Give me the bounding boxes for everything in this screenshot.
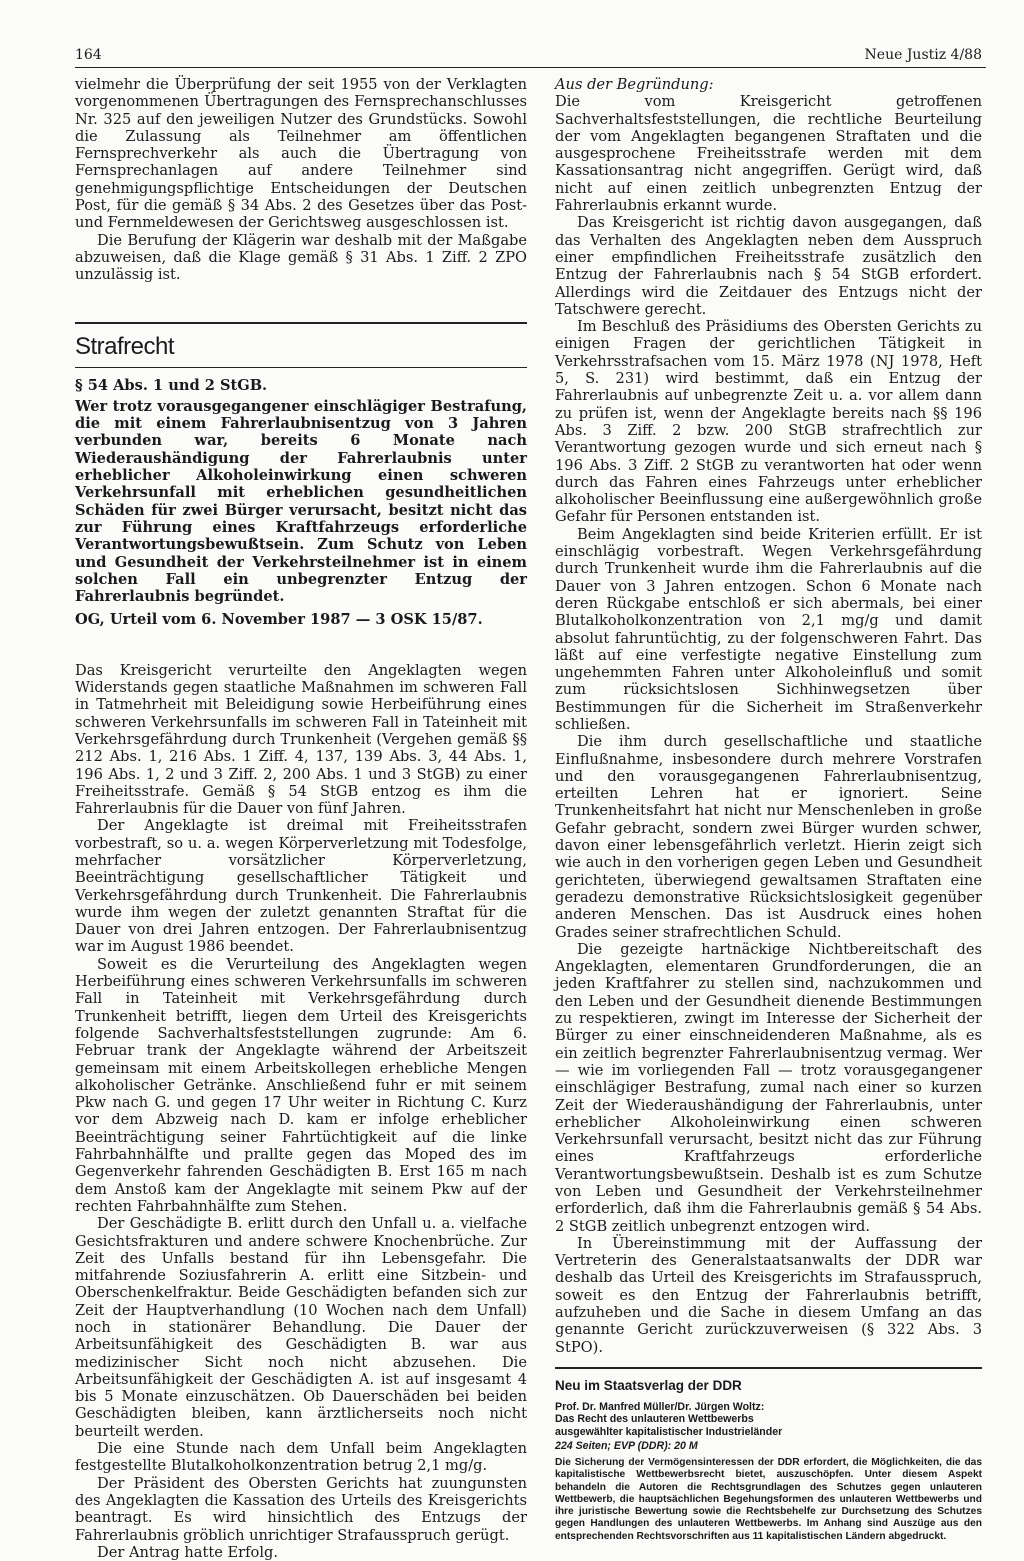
page-number: 164 — [75, 47, 102, 63]
intro-paragraph: Die Berufung der Klägerin war deshalb mit der Maßgabe abzuweisen, daß die Klage gemäß § 31 Abs. 1 Ziff. 2 ZPO unzulässig ist. — [75, 231, 527, 284]
reasoning-paragraph: Die vom Kreisgericht getroffenen Sachverhaltsfeststellungen, die rechtliche Beurteilung der vom Angeklagten begangenen Straftaten und die ausgesprochene Freiheitsstrafe werden mit dem Kassationsantrag nicht angegriffen. Gerügt wird, daß nicht auf einen zeitlich unbegrenzten Entzug der Fahrerlaubnis erkannt wurde. — [555, 93, 982, 215]
left-column — [75, 76, 527, 1561]
leitsatz: Wer trotz vorausgegangener einschlägiger Bestrafung, die mit einem Fahrerlaubnisentzug von 3 Jahren verbunden war, bereits 6 Monate nach Wiederaushändigung der Fahrerlaubnis unter erheblicher Alkoholeinwirkung einen schweren Verkehrsunfall mit erheblichen gesundheitlichen Schäden für zwei Bürger verursacht, besitzt nicht das zur Führung eines Kraftfahrzeugs erforderliche Verantwortungsbewußtsein. Zum Schutz von Leben und Gesundheit der Verkehrsteilnehmer ist in einem solchen Fall ein unbegrenzter Entzug der Fahrerlaubnis begründet. — [75, 397, 527, 606]
section-title: Strafrecht — [75, 332, 175, 360]
book-title: Das Recht des unlauteren Wettbewerbs — [555, 1413, 754, 1426]
body-paragraph: Der Geschädigte B. erlitt durch den Unfall u. a. vielfache Gesichtsfrakturen und andere schwere Knochenbrüche. Zur Zeit des Unfalls bestand für ihn Lebensgefahr. Die mitfahrende Soziusfahrerin A. erlitt eine Sitzbein- und Oberschenkelfraktur. Beide Geschädigten befanden sich zur Zeit der Hauptverhandlung (10 Wochen nach dem Unfall) noch in stationärer Behandlung. Die Dauer der Arbeitsunfähigkeit des Geschädigten B. war aus medizinischer Sicht noch nicht abzusehen. Die Arbeitsunfähigkeit der Geschädigten A. ist auf insgesamt 4 bis 5 Monate einzuschätzen. Ob Dauerschäden bei beiden Geschädigten bleiben, kann ärztlicherseits noch nicht beurteilt werden. — [75, 1215, 527, 1440]
right-column — [555, 76, 982, 1543]
spacer — [75, 629, 527, 662]
reasoning-paragraph: Im Beschluß des Präsidiums des Obersten Gerichts zu einigen Fragen der gerichtlichen Tätigkeit in Verkehrsstrafsachen vom 15. März 1978 (NJ 1978, Heft 5, S. 231) wird bestimmt, daß ein Entzug der Fahrerlaubnis auf unbegrenzte Zeit u. a. vor allem dann zu prüfen ist, wenn der Angeklagte bereits nach §§ 196 Abs. 3 Ziff. 2 bzw. 200 StGB strafrechtlich zur Verantwortung gezogen wurde und sich erneut nach § 196 Abs. 3 Ziff. 2 StGB zu verantworten hat oder wenn durch das Fahren eines Fahrzeugs unter erheblicher alkoholischer Beeinflussung eine außergewöhnlich große Gefahr für Personen entstanden ist. — [555, 318, 982, 526]
court-citation: OG, Urteil vom 6. November 1987 — 3 OSK 15/87. — [75, 611, 483, 629]
body-paragraph: Das Kreisgericht verurteilte den Angeklagten wegen Widerstands gegen staatliche Maßnahmen im schweren Fall in Tatmehrheit mit Beleidigung sowie Herbeiführung eines schweren Verkehrsunfalls im schweren Fall in Tateinheit mit Verkehrsgefährdung durch Trunkenheit (Vergehen gemäß §§ 212 Abs. 1, 216 Abs. 1 Ziff. 4, 137, 139 Abs. 3, 44 Abs. 1, 196 Abs. 1, 2 und 3 Ziff. 2, 200 Abs. 1 und 3 StGB) zu einer Freiheitsstrafe. Gemäß § 54 StGB entzog es ihm die Fahrerlaubnis für die Dauer von fünf Jahren. — [75, 661, 527, 818]
reasoning-paragraph: Die ihm durch gesellschaftliche und staatliche Einflußnahme, insbesondere durch mehrere Vorstrafen und den vorausgegangenen Fahrerlaubnisentzug, erteilten Lehren hat er ignoriert. Seine Trunkenheitsfahrt hat nicht nur Menschenleben in große Gefahr gebracht, sondern zwei Bürger wurden schwer, davon einer lebensgefährlich verletzt. Hierin zeigt sich wie auch in den vorherigen gegen Leben und Gesundheit gerichteten, überwiegend gewaltsamen Straftaten eine geradezu demonstrative Rücksichtslosigkeit gegenüber anderen Menschen. Das ist Ausdruck eines hohen Grades seiner strafrechtlichen Schuld. — [555, 733, 982, 941]
body-paragraph: Soweit es die Verurteilung des Angeklagten wegen Herbeiführung eines schweren Verkehrsunfalls im schweren Fall in Tateinheit mit Verkehrsgefährdung durch Trunkenheit betrifft, liegen dem Urteil des Kreisgerichts folgende Sachverhaltsfeststellungen zugrunde: Am 6. Februar trank der Angeklagte während der Arbeitszeit gemeinsam mit einem Arbeitskollegen erhebliche Mengen alkoholischer Getränke. Anschließend fuhr er mit seinem Pkw nach G. und gegen 17 Uhr weiter in Richtung C. Kurz vor dem Abzweig nach D. kam er infolge erheblicher Beeinträchtigung seiner Fahrtüchtigkeit auf die linke Fahrbahnhälfte und prallte gegen das Moped des im Gegenverkehr fahrenden Geschädigten B. Erst 165 m nach dem Anstoß kam der Angeklagte mit seinem Pkw auf der rechten Fahrbahnhälfte zum Stehen. — [75, 955, 527, 1215]
book-description: Die Sicherung der Vermögensinteressen der DDR erfordert, die Möglichkeiten, die das kapitalistische Wettbewerbsrecht bietet, auszuschöpfen. Unter diesem Aspekt behandeln die Autoren die Rechtsgrundlagen des Schutzes gegen unlauteren Wettbewerb, die hauptsächlichen Begehungsformen des unlauteren Wettbewerbs und ihre juristische Bewertung sowie die Rechtsbehelfe zur Durchsetzung des Schutzes gegen Handlungen des unlauteren Wettbewerbs. Im Anhang sind Auszüge aus den entsprechenden Rechtsvorschriften aus 11 kapitalistischen Ländern abgedruckt. — [555, 1456, 982, 1542]
body-paragraph: Der Antrag hatte Erfolg. — [97, 1543, 278, 1561]
intro-paragraph: vielmehr die Überprüfung der seit 1955 von der Verklagten vorgenommenen Übertragungen des Fernsprechanschlusses Nr. 325 auf den jeweiligen Nutzer des Grundstücks. Sowohl die Zulassung als Teilnehmer am öffentlichen Fernsprechverkehr als auch die Übertragung von Fernsprechanlagen auf andere Teilnehmer sind genehmigungspflichtige Entscheidungen der Deutschen Post, für die gemäß § 34 Abs. 2 des Gesetzes über das Post- und Fernmeldewesen der Gerichtsweg ausgeschlossen ist. — [75, 76, 527, 232]
legal-norm: § 54 Abs. 1 und 2 StGB. — [75, 376, 268, 394]
reasoning-paragraph: Beim Angeklagten sind beide Kriterien erfüllt. Er ist einschlägig vorbestraft. Wegen Verkehrsgefährdung durch Trunkenheit wurde ihm die Fahrerlaubnis auf die Dauer von 3 Jahren entzogen. Schon 6 Monate nach deren Rückgabe entschloß er sich abermals, bei einer Blutalkoholkonzentration von 2,1 mg/g und damit absolut fahruntüchtig, zu der folgenschweren Fahrt. Das läßt auf eine verfestigte negative Einstellung zum ungehemmten Fahren unter Alkoholeinfluß und somit zum rücksichtslosen Sichhinwegsetzen über Bestimmungen für die Sicherheit im Straßenverkehr schließen. — [555, 525, 982, 733]
reasoning-paragraph: Das Kreisgericht ist richtig davon ausgegangen, daß das Verhalten des Angeklagten neben dem Ausspruch einer empfindlichen Freiheitsstrafe zusätzlich den Entzug der Fahrerlaubnis nach § 54 StGB erfordert. Allerdings wird die Zeitdauer des Entzugs nicht der Tatschwere gerecht. — [555, 214, 982, 318]
header-rule — [75, 67, 986, 68]
publisher-announcement — [555, 1378, 982, 1543]
body-paragraph: Der Angeklagte ist dreimal mit Freiheitsstrafen vorbestraft, so u. a. wegen Körperverletzung mit Todesfolge, mehrfacher vorsätzlicher Körperverletzung, Beeinträchtigung gesellschaftlicher Tätigkeit und Verkehrsgefährdung durch Trunkenheit. Die Fahrerlaubnis wurde ihm wegen der zuletzt genannten Straftat für die Dauer von drei Jahren entzogen. Der Fahrerlaubnisentzug war im August 1986 beendet. — [75, 817, 527, 956]
book-authors: Prof. Dr. Manfred Müller/Dr. Jürgen Woltz: — [555, 1400, 765, 1413]
announcement-rule — [555, 1367, 982, 1369]
announcement-heading: Neu im Staatsverlag der DDR — [555, 1377, 742, 1393]
reasoning-paragraph: Die gezeigte hartnäckige Nichtbereitschaft des Angeklagten, elementaren Grundforderungen, die an jeden Kraftfahrer zu stellen sind, nachzukommen und den Leben und der Gesundheit dienende Bestimmungen zu respektieren, zwingt im Interesse der Sicherheit der Bürger zu einer einschneidenderen Maßnahme, als es ein zeitlich begrenzter Fahrerlaubnisentzug vermag. Wer — wie im vorliegenden Fall — trotz vorausgegangener einschlägiger Bestrafung, zumal nach einer so kurzen Zeit der Wiederaushändigung der Fahrerlaubnis, unter erheblicher Alkoholeinwirkung einen schweren Verkehrsunfall verursacht, besitzt nicht das zur Führung eines Kraftfahrzeugs erforderliche Verantwortungsbewußtsein. Deshalb ist es zum Schutze von Leben und Gesundheit der Verkehrsteilnehmer erforderlich, daß ihm die Fahrerlaubnis gemäß § 54 Abs. 2 StGB zeitlich unbegrenzt entzogen wird. — [555, 940, 982, 1235]
body-paragraph: Die eine Stunde nach dem Unfall beim Angeklagten festgestellte Blutalkoholkonzentration betrug 2,1 mg/g. — [75, 1440, 527, 1475]
book-subtitle: ausgewählter kapitalistischer Industrieländer — [555, 1425, 783, 1438]
reasoning-heading: Aus der Begründung: — [555, 76, 714, 93]
section-rule-bottom — [75, 367, 527, 368]
journal-title: Neue Justiz 4/88 — [864, 47, 982, 63]
book-meta: 224 Seiten; EVP (DDR): 20 M — [555, 1440, 698, 1453]
reasoning-paragraph: In Übereinstimmung mit der Auffassung der Vertreterin des Generalstaatsanwalts der DDR war deshalb das Urteil des Kreisgerichts im Strafausspruch, soweit es den Entzug der Fahrerlaubnis betrifft, aufzuheben und die Sache in diesem Umfang an das genannte Gericht zurückzuverweisen (§ 322 Abs. 3 StPO). — [555, 1234, 982, 1356]
section-rule-top — [75, 322, 527, 324]
body-paragraph: Der Präsident des Obersten Gerichts hat zuungunsten des Angeklagten die Kassation des Urteils des Kreisgerichts beantragt. Es wird hinsichtlich des Entzugs der Fahrerlaubnis gröblich unrichtiger Strafausspruch gerügt. — [75, 1474, 527, 1544]
